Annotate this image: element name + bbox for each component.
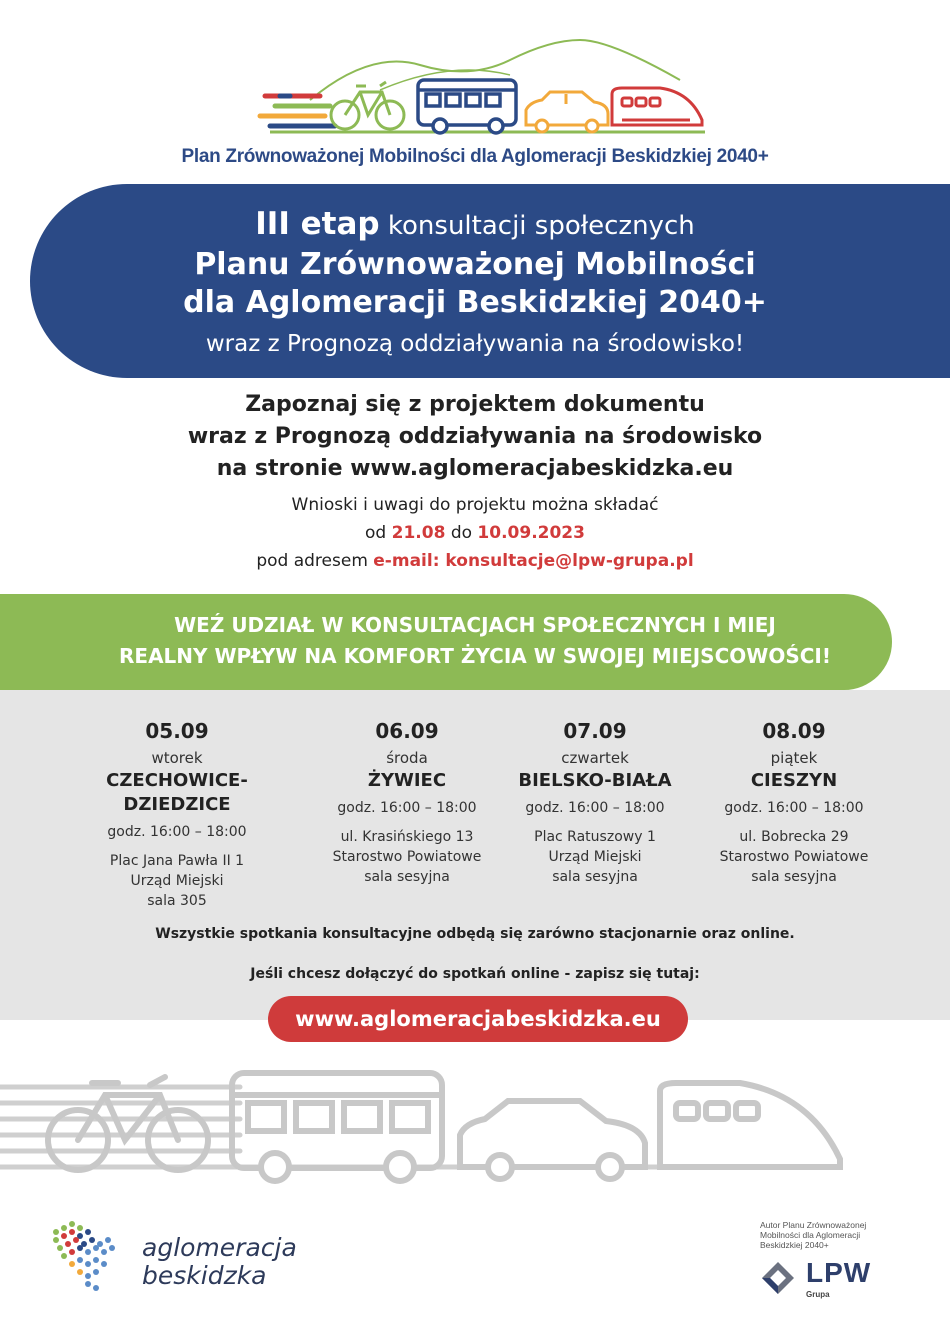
lpw-logo-text: LPW: [806, 1257, 872, 1288]
meeting-day: wtorek: [151, 749, 203, 767]
lpw-logo-mark: [758, 1258, 798, 1298]
address-line: sala 305: [147, 893, 207, 909]
meeting-city: CZECHOWICE-DZIEDZICE: [106, 770, 248, 815]
lpw-subtitle: Grupa: [806, 1290, 830, 1299]
ab-name-line-2: beskidzka: [142, 1261, 267, 1290]
intro-text: [0, 389, 950, 575]
meeting-hours: godz. 16:00 – 18:00: [107, 824, 247, 840]
meeting-hours: godz. 16:00 – 18:00: [337, 800, 477, 816]
address-line: Urząd Miejski: [130, 873, 224, 889]
submit-text: Wnioski i uwagi do projektu można składać: [291, 495, 659, 515]
intro-line-2: wraz z Prognozą oddziaływania na środowisko: [187, 424, 763, 449]
ab-name-line-1: aglomeracja: [142, 1233, 297, 1262]
meeting-day: piątek: [770, 749, 818, 767]
meeting-hours: godz. 16:00 – 18:00: [724, 800, 864, 816]
registration-url-button[interactable]: www.aglomeracjabeskidzka.eu: [268, 996, 688, 1042]
heading-line-4: wraz z Prognozą oddziaływania na środowisko!: [205, 331, 745, 357]
plan-title: Plan Zrównoważonej Mobilności dla Aglomeracji Beskidzkiej 2040+: [181, 146, 769, 167]
address-line: Starostwo Powiatowe: [332, 849, 482, 865]
aglomeracja-beskidzka-name: [142, 1234, 297, 1290]
meeting-address: [480, 827, 710, 887]
heading-line-2: Planu Zrównoważonej Mobilności: [194, 247, 756, 282]
address-line: ul. Bobrecka 29: [739, 829, 849, 845]
address-prefix: pod adresem: [256, 551, 368, 571]
address-line: Plac Ratuszowy 1: [534, 829, 656, 845]
cta-line-1: WEŹ UDZIAŁ W KONSULTACJACH SPOŁECZNYCH I MIEJ: [174, 613, 776, 637]
submit-dates: [0, 519, 950, 547]
meeting-date: 05.09: [145, 719, 209, 743]
intro-line-3: na stronie www.aglomeracjabeskidzka.eu: [216, 456, 734, 481]
author-line: Beskidzkiej 2040+: [760, 1240, 829, 1250]
meeting-day: środa: [386, 749, 428, 767]
author-line: Autor Planu Zrównoważonej: [760, 1220, 867, 1230]
stage-rest: konsultacji społecznych: [387, 211, 695, 241]
meeting-card: [62, 715, 292, 911]
vehicles-illustration: [0, 1055, 950, 1185]
consultation-heading: [0, 204, 950, 364]
meeting-date: 06.09: [375, 719, 439, 743]
address-line: sala sesyjna: [751, 869, 837, 885]
transport-logo-graphic: [250, 20, 720, 150]
email-link[interactable]: e-mail: konsultacje@lpw-grupa.pl: [373, 551, 694, 571]
meeting-date: 08.09: [762, 719, 826, 743]
submit-address: [0, 547, 950, 575]
meeting-hours: godz. 16:00 – 18:00: [525, 800, 665, 816]
meeting-card: [480, 715, 710, 887]
plan-author-note: [760, 1220, 910, 1250]
meeting-date: 07.09: [563, 719, 627, 743]
address-line: sala sesyjna: [552, 869, 638, 885]
call-to-action: [0, 610, 950, 672]
meeting-card: [679, 715, 909, 887]
address-line: Plac Jana Pawła II 1: [109, 853, 245, 869]
heading-line-1: [0, 204, 950, 246]
intro-line-1: Zapoznaj się z projektem dokumentu: [245, 392, 705, 417]
date-from: 21.08: [391, 523, 446, 543]
date-to: 10.09.2023: [477, 523, 585, 543]
meeting-address: [62, 851, 292, 911]
meeting-city: ŻYWIEC: [367, 770, 447, 791]
meeting-day: czwartek: [561, 749, 629, 767]
address-line: ul. Krasińskiego 13: [340, 829, 474, 845]
address-line: Starostwo Powiatowe: [719, 849, 869, 865]
hybrid-info: Wszystkie spotkania konsultacyjne odbędą się zarówno stacjonarnie oraz online.: [155, 926, 795, 942]
heading-line-3: dla Aglomeracji Beskidzkiej 2040+: [183, 285, 767, 320]
online-info: Jeśli chcesz dołączyć do spotkań online - zapisz się tutaj:: [250, 966, 700, 982]
meeting-city: CIESZYN: [750, 770, 838, 791]
author-line: Mobilności dla Aglomeracji: [760, 1230, 861, 1240]
meeting-address: [679, 827, 909, 887]
address-line: sala sesyjna: [364, 869, 450, 885]
meeting-city: BIELSKO-BIAŁA: [518, 770, 672, 791]
cta-line-2: REALNY WPŁYW NA KOMFORT ŻYCIA W SWOJEJ MIEJSCOWOŚCI!: [119, 644, 831, 668]
from-word: od: [365, 523, 387, 543]
address-line: Urząd Miejski: [548, 849, 642, 865]
to-word: do: [450, 523, 473, 543]
stage-label: III etap: [255, 206, 380, 242]
